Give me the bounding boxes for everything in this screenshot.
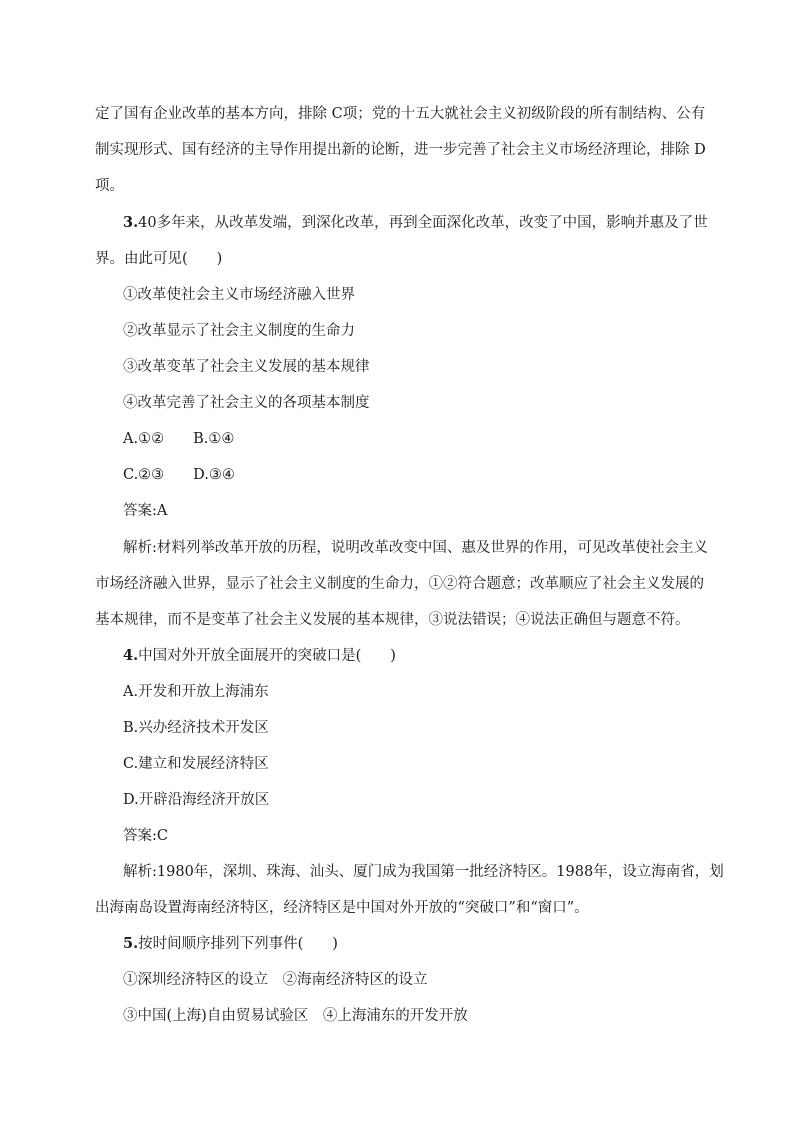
- answer-label: 答案:: [123, 828, 157, 844]
- answer-value: A: [156, 503, 168, 519]
- question-4-answer: [123, 826, 168, 846]
- question-5-events-row-1: ①深圳经济特区的设立 ②海南经济特区的设立: [123, 972, 428, 988]
- question-3-analysis-line-3: 基本规律，而不是变革了社会主义发展的基本规律，③说法错误；④说法正确但与题意不符。: [95, 612, 690, 628]
- question-3-statement-4: ④改革完善了社会主义的各项基本制度: [123, 395, 370, 411]
- analysis-label: 解析:: [123, 540, 157, 556]
- analysis-text: 1980年，深圳、珠海、汕头、厦门成为我国第一批经济特区。1988年，设立海南省，划: [156, 864, 724, 880]
- question-5-stem-text: 按时间顺序排列下列事件( ): [138, 936, 338, 952]
- question-3-stem-line-1: 40多年来，从改革发端，到深化改革，再到全面深化改革，改变了中国，影响并惠及了世: [138, 215, 708, 231]
- question-3-analysis-line-2: 市场经济融入世界，显示了社会主义制度的生命力，①②符合题意；改革顺应了社会主义发展的: [95, 576, 704, 592]
- question-3-stem-line-2: 界。由此可见( ): [95, 251, 223, 267]
- continuation-line-2: 制实现形式、国有经济的主导作用提出新的论断，进一步完善了社会主义市场经济理论，排除 D: [95, 142, 706, 158]
- question-4-option-d: D.开辟沿海经济开放区: [123, 792, 270, 808]
- continuation-line-1: 定了国有企业改革的基本方向，排除 C项；党的十五大就社会主义初级阶段的所有制结构、公有: [95, 106, 706, 122]
- question-3-statement-3: ③改革变革了社会主义发展的基本规律: [123, 359, 370, 375]
- question-4-option-b: B.兴办经济技术开发区: [123, 720, 269, 736]
- question-3-number: 3.: [123, 214, 139, 231]
- question-3-answer: [123, 501, 167, 521]
- question-4-analysis-line-2: 出海南岛设置海南经济特区，经济特区是中国对外开放的“突破口”和“窗口”。: [95, 900, 589, 916]
- answer-label: 答案:: [123, 503, 157, 519]
- analysis-text: 材料列举改革开放的历程，说明改革改变中国、惠及世界的作用，可见改革使社会主义: [156, 540, 708, 556]
- question-5-events-row-2: ③中国(上海)自由贸易试验区 ④上海浦东的开发开放: [123, 1008, 468, 1024]
- answer-value: C: [156, 828, 168, 844]
- question-4-stem: [123, 646, 396, 666]
- question-3-stem: [123, 213, 708, 233]
- question-4-number: 4.: [123, 647, 139, 664]
- question-5-number: 5.: [123, 935, 139, 952]
- question-3-analysis-line-1: [123, 538, 708, 558]
- question-4-stem-text: 中国对外开放全面展开的突破口是( ): [138, 648, 396, 664]
- question-4-option-a: A.开发和开放上海浦东: [123, 684, 269, 700]
- question-4-option-c: C.建立和发展经济特区: [123, 756, 269, 772]
- analysis-label: 解析:: [123, 864, 157, 880]
- question-3-statement-1: ①改革使社会主义市场经济融入世界: [123, 287, 355, 303]
- question-4-analysis-line-1: [123, 862, 724, 882]
- continuation-line-3: 项。: [95, 178, 124, 194]
- question-3-options-row-2: C.②③ D.③④: [123, 467, 235, 483]
- question-3-options-row-1: A.①② B.①④: [123, 431, 235, 447]
- question-3-statement-2: ②改革显示了社会主义制度的生命力: [123, 323, 355, 339]
- question-5-stem: [123, 934, 338, 954]
